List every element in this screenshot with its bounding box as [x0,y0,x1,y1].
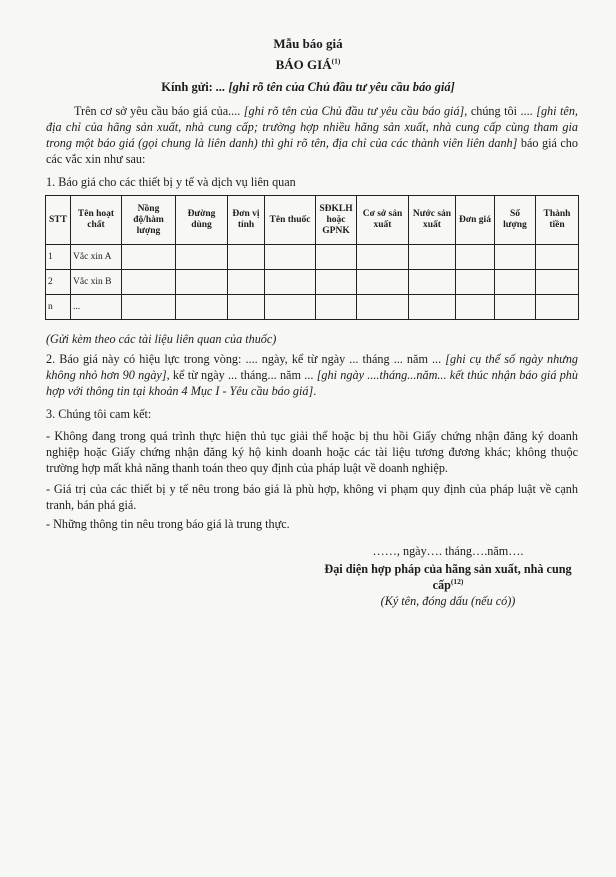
header-cell-manufacturer: Cơ sở sản xuất [357,196,409,245]
intro-part-1: Trên cơ sở yêu cầu báo giá của.... [74,104,244,118]
table-cell: 1 [46,245,71,270]
signature-representative-footnote: (12) [450,576,464,586]
recipient-value: ... [ghi rõ tên của Chủ đầu tư yêu cầu báo giá] [215,80,455,94]
table-cell [536,295,579,320]
signature-instruction: (Ký tên, đóng dấu (nếu có)) [380,594,516,608]
header-cell-unit: Đơn vị tính [228,196,265,245]
header-cell-quantity: Số lượng [495,196,536,245]
table-cell [536,270,579,295]
header-cell-country: Nước sản xuất [409,196,456,245]
section-2-part-2: [ghi cụ thể số ngày nhưng không nhỏ hơn 90 ngày] [46,352,579,382]
table-cell: 2 [46,270,71,295]
table-cell: Vắc xin B [71,270,122,295]
table-cell [176,245,228,270]
table-cell [357,295,409,320]
table-cell [495,295,536,320]
table-row [46,295,579,320]
document-title [0,57,616,73]
table-cell [228,295,265,320]
table-cell [265,270,316,295]
section-2-part-4: [ghi ngày ....tháng...năm... kết thúc nhận báo giá phù hợp với thông tin tại khoản 4 Mục I - Yêu cầu báo giá] [46,368,578,398]
table-row [46,245,579,270]
table-cell: n [46,295,71,320]
intro-part-3: , chúng tôi .... [464,104,537,118]
header-cell-route: Đường dùng [176,196,228,245]
table-cell [122,270,176,295]
intro-part-2: [ghi rõ tên của Chủ đầu tư yêu cầu báo giá] [243,104,465,118]
table-cell [409,270,456,295]
section-2-validity [46,351,578,399]
signature-representative-text: Đại diện hợp pháp của hãng sản xuất, nhà cung cấp [324,562,572,592]
table-cell [409,295,456,320]
table-cell [536,245,579,270]
quotation-table [45,195,579,320]
table-cell [316,270,357,295]
table-cell [495,270,536,295]
table-cell [176,295,228,320]
intro-part-4: [ghi tên, địa chỉ của hãng sản xuất, nhà cung cấp; trường hợp nhiều hãng sản xuất, nhà cung cấp cùng tham gia trong một báo giá (gọi chung là liên danh) thì ghi rõ tên, địa chỉ của các thành viên liên danh] [46,104,578,150]
form-title: Mẫu báo giá [273,36,343,51]
table-header-row [46,196,579,245]
table-cell [265,245,316,270]
table-row [46,270,579,295]
table-cell [265,295,316,320]
table-cell: Vắc xin A [71,245,122,270]
recipient-line [0,80,616,95]
header-cell-stt: STT [46,196,71,245]
table-cell: ... [71,295,122,320]
intro-paragraph [46,103,578,167]
table-cell [122,245,176,270]
section-2-part-1: 2. Báo giá này có hiệu lực trong vòng: .... ngày, kể từ ngày ... tháng ... năm ... [46,352,446,366]
commitment-item-2: - Giá trị của các thiết bị y tế nêu trong báo giá là phù hợp, không vi phạm quy định của pháp luật về cạnh tranh, bán phá giá. [46,482,578,512]
table-cell [316,295,357,320]
intro-part-5: báo giá cho các vắc xin như sau: [46,136,578,166]
table-cell [456,245,495,270]
document-title-footnote: (1) [331,56,341,66]
header-cell-registration: SĐKLH hoặc GPNK [316,196,357,245]
header-cell-active-ingredient: Tên hoạt chất [71,196,122,245]
header-cell-unit-price: Đơn giá [456,196,495,245]
table-cell [357,270,409,295]
table-cell [228,270,265,295]
section-2-part-5: . [313,384,317,398]
section-2-part-3: , kể từ ngày ... tháng... năm ... [166,368,317,382]
table-cell [409,245,456,270]
recipient-label: Kính gửi: [161,80,213,94]
header-cell-drug-name: Tên thuốc [265,196,316,245]
commitment-item-3: - Những thông tin nêu trong báo giá là trung thực. [46,517,290,531]
table-cell [456,270,495,295]
header-cell-concentration: Nồng độ/hàm lượng [122,196,176,245]
table-cell [228,245,265,270]
table-cell [357,245,409,270]
table-cell [316,245,357,270]
table-cell [122,295,176,320]
signature-date-line: ……, ngày…. tháng….năm…. [372,544,524,558]
header-cell-total: Thành tiền [536,196,579,245]
table-cell [495,245,536,270]
section-1-heading: 1. Báo giá cho các thiết bị y tế và dịch vụ liên quan [46,175,296,189]
table-note: (Gửi kèm theo các tài liệu liên quan của thuốc) [46,332,277,346]
table-cell [176,270,228,295]
section-3-heading: 3. Chúng tôi cam kết: [46,407,152,421]
document-title-text: BÁO GIÁ [275,57,332,72]
table-cell [456,295,495,320]
commitment-item-1: - Không đang trong quá trình thực hiện thủ tục giải thể hoặc bị thu hồi Giấy chứng nhận đăng ký doanh nghiệp hoặc Giấy chứng nhận đăng ký hộ kinh doanh hoặc các tài liệu tương đương khác; không thuộc trường hợp mất khả năng thanh toán theo quy định của pháp luật về doanh nghiệp. [46,429,578,475]
signature-representative [318,561,578,593]
